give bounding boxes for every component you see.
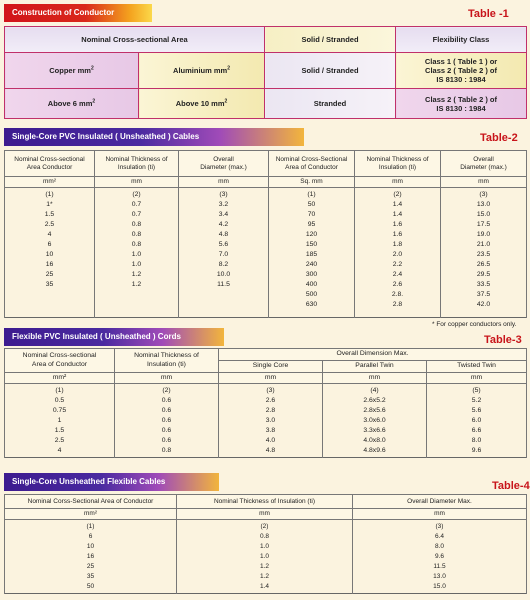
- single-core-cables-table: [4, 150, 527, 318]
- above10-cell: Above 10 $mm^2$: [139, 89, 265, 119]
- table3-label: Table-3: [484, 334, 522, 346]
- t2-col-thickness-2: (2) 1.4 1.4 1.6 1.6 1.8 2.0 2.2 2.4 2.6 2.8. 2.8: [355, 188, 441, 318]
- table2-banner: Single-Core PVC Insulated ( Unsheathed ) Cables: [4, 128, 304, 146]
- t2-header-thickness-2: Nominal Thickness of Insulation (ti): [355, 151, 441, 177]
- flexible-cords-table: [4, 348, 527, 458]
- t4-header-diameter: Overall Diameter Max.: [353, 495, 527, 509]
- copper-cell: Copper $mm^2$: [5, 53, 139, 89]
- t3-header-thickness: Nominal Thickness of Insulation (ti): [115, 349, 219, 373]
- header-solid: Solid / Stranded: [265, 27, 396, 53]
- t3-col-area: (1) 0.5 0.75 1 1.5 2.5 4: [5, 384, 115, 458]
- table2-label: Table-2: [480, 132, 518, 144]
- t3-header-area: Nominal Cross-sectional Area of Conductor: [5, 349, 115, 373]
- t3-unit: mm: [323, 373, 427, 384]
- t2-header-area: Nominal Cross-sectional Area Conductor: [5, 151, 95, 177]
- t3-unit: mm: [427, 373, 527, 384]
- t2-unit: mm: [95, 177, 179, 188]
- row1-flex-cell: Class 1 ( Table 1 ) or Class 2 ( Table 2 ) of IS 8130 : 1984: [396, 53, 527, 89]
- t2-col-area: (1) 1* 1.5 2.5 4 6 10 16 25 35: [5, 188, 95, 318]
- t2-header-diameter: Overall Diameter (max.): [179, 151, 269, 177]
- t4-unit: mm²: [5, 509, 177, 520]
- t2-header-thickness: Nominal Thickness of Insulation (ti): [95, 151, 179, 177]
- t3-subheader-parallel: Parallel Twin: [323, 361, 427, 373]
- t3-header-dimension: Overall Dimension Max.: [219, 349, 527, 361]
- t2-unit: Sq. mm: [269, 177, 355, 188]
- flexible-cables-table: [4, 494, 527, 594]
- above6-cell: Above 6 $mm^2$: [5, 89, 139, 119]
- t2-header-area-2: Nominal Cross-Sectional Area of Conductor: [269, 151, 355, 177]
- header-flex: Flexibility Class: [396, 27, 527, 53]
- t2-col-thickness: (2) 0.7 0.7 0.8 0.8 0.8 1.0 1.0 1.2 1.2: [95, 188, 179, 318]
- aluminium-cell: Aluminium $mm^2$: [139, 53, 265, 89]
- t3-col-parallel: (4) 2.6x5.2 2.8x5.6 3.0x6.0 3.3x6.6 4.0x8.0 4.8x9.6: [323, 384, 427, 458]
- t2-header-diameter-2: Overall Diameter (max.): [441, 151, 527, 177]
- table1-banner: Construction of Conductor: [4, 4, 152, 22]
- t2-col-diameter-2: (3) 13.0 15.0 17.5 19.0 21.0 23.5 26.5 29.5 33.5 37.5 42.0: [441, 188, 527, 318]
- t2-unit: mm: [355, 177, 441, 188]
- t4-header-area: Nominal Corss-Sectional Area of Conductor: [5, 495, 177, 509]
- t3-col-thickness: (2) 0.6 0.6 0.6 0.6 0.6 0.8: [115, 384, 219, 458]
- conductor-construction-table: [4, 26, 527, 119]
- row2-flex-cell: Class 2 ( Table 2 ) of IS 8130 : 1984: [396, 89, 527, 119]
- t3-col-single: (3) 2.6 2.8 3.0 3.8 4.0 4.8: [219, 384, 323, 458]
- t3-subheader-twisted: Twisted Twin: [427, 361, 527, 373]
- t3-subheader-single: Single Core: [219, 361, 323, 373]
- table3-banner: Flexible PVC Insulated ( Unsheathed ) Cords: [4, 328, 224, 346]
- t3-unit: mm: [219, 373, 323, 384]
- row2-solid-cell: Stranded: [265, 89, 396, 119]
- t4-col-area: (1) 6 10 16 25 35 50: [5, 520, 177, 594]
- t2-col-area-2: (1) 50 70 95 120 150 185 240 300 400 500 630: [269, 188, 355, 318]
- table1-label: Table -1: [468, 8, 509, 20]
- row1-solid-cell: Solid / Stranded: [265, 53, 396, 89]
- copper-footnote: * For copper conductors only.: [432, 321, 517, 328]
- t2-unit: mm²: [5, 177, 95, 188]
- t4-unit: mm: [353, 509, 527, 520]
- header-area: Nominal Cross-sectional Area: [5, 27, 265, 53]
- t4-col-thickness: (2) 0.8 1.0 1.0 1.2 1.2 1.4: [177, 520, 353, 594]
- t4-unit: mm: [177, 509, 353, 520]
- t2-unit: mm: [441, 177, 527, 188]
- t4-header-thickness: Nominal Thickness of Insulation (ti): [177, 495, 353, 509]
- t2-unit: mm: [179, 177, 269, 188]
- table4-label: Table-4: [492, 480, 530, 492]
- table4-banner: Single-Core Unsheathed Flexible Cables: [4, 473, 219, 491]
- t3-unit: mm: [115, 373, 219, 384]
- t3-col-twisted: (5) 5.2 5.6 6.0 6.6 8.0 9.6: [427, 384, 527, 458]
- t4-col-diameter: (3) 6.4 8.0 9.6 11.5 13.0 15.0: [353, 520, 527, 594]
- t3-unit: mm²: [5, 373, 115, 384]
- t2-col-diameter: (3) 3.2 3.4 4.2 4.8 5.6 7.0 8.2 10.0 11.5: [179, 188, 269, 318]
